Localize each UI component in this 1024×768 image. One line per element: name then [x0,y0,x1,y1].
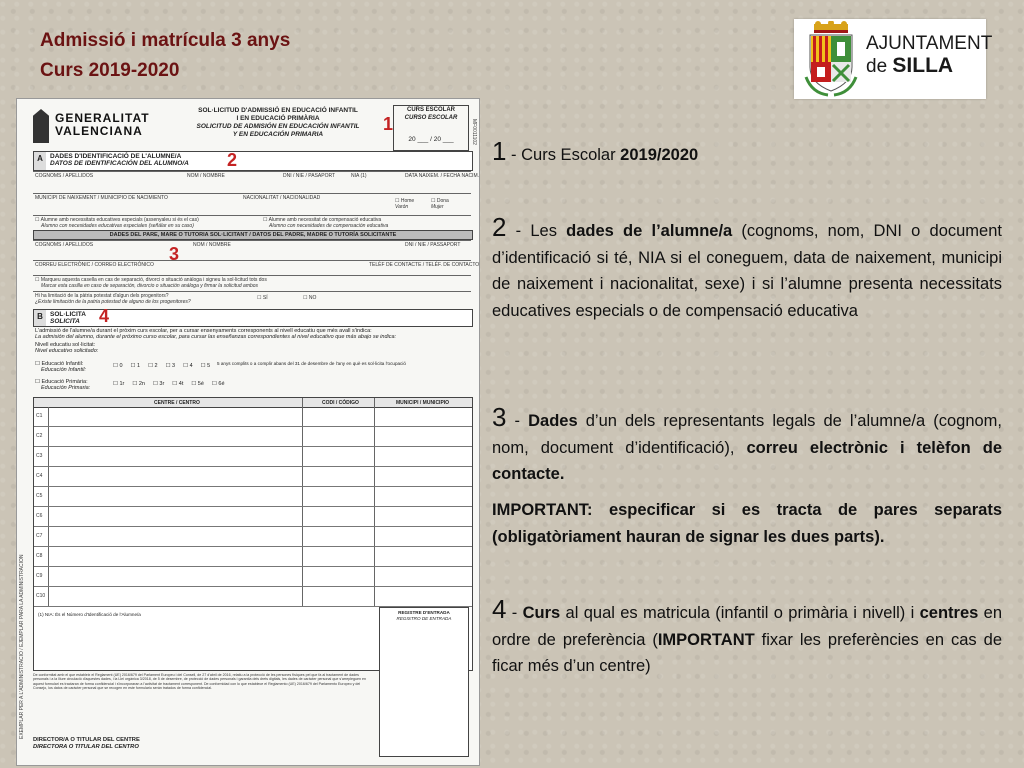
row-birthplace: MUNICIPI DE NAIXEMENT / MUNICIPIO DE NACIMIENTO NACIONALITAT / NACIONALIDAD ☐ Home Varón ☐ Dona Mujer [33,193,471,214]
infantil-label-es: Educación Infantil: [41,367,86,373]
centre-row-number: C9 [36,573,43,579]
generalitat-emblem-icon [33,109,49,143]
director-signature: DIRECTOR/A O TITULAR DEL CENTRE DIRECTORA O TITULAR DEL CENTRO [33,737,140,750]
infantil-course-1[interactable]: ☐ 1 [130,363,141,369]
marker-1: 1 [383,114,394,134]
centre-row [34,427,472,447]
centre-row [34,467,472,487]
nivel-label: Nivel educativo solicitado: [35,348,99,354]
admission-form-scan [16,98,480,766]
primaria-course-0[interactable]: ☐ 1r [113,381,125,387]
curso-dates: 20 ___ / 20 ___ [408,136,454,143]
registro-box: REGISTRE D'ENTRADA REGISTRO DE ENTRADA [379,607,469,757]
infantil-label: ☐ Educació Infantil: [35,361,84,367]
centre-row [34,587,472,607]
centre-row [34,447,472,467]
marker-3: 3 [169,244,180,264]
infantil-courses [113,363,218,370]
page-heading [40,26,290,86]
row-needs: ☐ Alumne amb necessitats educatives especials (assenyaleu si és el cas) Alumno con necesidades educativas especiales (señálar en su caso) ☐ Alumne amb necessitat de compensació educativa Alumno con necesidades de compensación educativa [33,215,471,230]
logo-prefix: de [866,56,888,77]
infantil-course-3[interactable]: ☐ 3 [165,363,176,369]
row-parent-contact: CORREU ELECTRÒNIC / CORREO ELECTRÓNICO TELÈF DE CONTACTE / TELÉF. DE CONTACTO [33,260,471,275]
centre-row-number: C2 [36,433,43,439]
logo-line-silla [866,55,992,78]
nia-note: (1) NIA: És el Número d'Identificació de l'Alumne/a [38,612,141,617]
primaria-course-5[interactable]: ☐ 6é [211,381,225,387]
primaria-course-3[interactable]: ☐ 4t [172,381,184,387]
primaria-course-1[interactable]: ☐ 2n [132,381,145,387]
infantil-course-0[interactable]: ☐ 0 [113,363,123,369]
explain-item-2: 2 - Les dades de l’alumne/a (cognoms, nom, DNI o document d’identificació si té, NIA si el coneguem, data de naixement, municipi de naixement i nacionalitat, sexe) i si l’alumne presenta necessitats educatives especials o de compensació educativa [492,212,1002,320]
infantil-course-2[interactable]: ☐ 2 [148,363,158,369]
section-b-header: B SOL·LICITA SOLICITA [33,309,473,327]
explain-item-1: 1 - Curs Escolar 2019/2020 [492,136,699,166]
row-parent-identity: COGNOMS / APELLIDOS NOM / NOMBRE DNI / NIE / PASSAPORT [33,240,471,259]
centre-row [34,487,472,507]
infantil-course-5[interactable]: ☐ 5 [200,363,211,369]
centre-row-number: C3 [36,453,43,459]
explain-important: IMPORTANT: especificar si es tracta de pares separats (obligatòriament hauran de signar les dues parts). [492,501,1002,546]
form-title: SOL·LICITUD D'ADMISSIÓ EN EDUCACIÓ INFANTIL I EN EDUCACIÓ PRIMÀRIA SOLICITUD DE ADMISIÓN EN EDUCACIÓN INFANTIL Y EN EDUCACIÓN PRIMARIA [196,107,360,138]
centre-row-number: C10 [36,593,46,599]
ajuntament-logo [794,19,993,99]
primaria-course-4[interactable]: ☐ 5é [191,381,204,387]
centre-row [34,547,472,567]
explain-num-3: 3 [492,402,507,432]
centre-row-number: C5 [36,493,43,499]
row-patria-potestat: Hi ha limitació de la pàtria potestat d'algun dels progenitors? ¿Existe limitación de la patria potestad de alguno de los progenitores? ☐ SÍ ☐ NO [33,291,471,306]
centre-row [34,407,472,427]
nivell-label: Nivell educatiu sol·licitat: [35,342,96,348]
anys-note: 5 anys complits o a complir abans del 31 de desembre de l'any en què es sol·licita l'ocupació [217,361,406,366]
centre-row-number: C7 [36,533,43,539]
primaria-course-2[interactable]: ☐ 3r [152,381,165,387]
explain-item-3: 3 - Dades d’un dels representants legals de l’alumne/a (cognom, nom, document d’identificació), correu electrònic i telèfon de contacte. [492,402,1003,483]
admision-text: La admisión del alumno, durante el próximo curso escolar, para cursar las enseñanzas correspondientes al nivel educativo que más abajo se indica: [35,334,397,340]
silla-coat-of-arms-icon [800,21,862,97]
generalitat-logo [33,109,153,145]
heading-year: Curs 2019-2020 [40,60,180,81]
centre-row-number: C4 [36,473,43,479]
marker-4: 4 [99,306,110,326]
curso-escolar-box: CURS ESCOLAR CURSO ESCOLAR 20 ___ / 20 ___ [393,105,469,151]
form-side-text: EXEMPLAR PER A L'ADMINISTRACIÓ / EJEMPLAR PARA LA ADMINISTRACIÓN [19,554,25,739]
admissio-text: L'admissió de l'alumne/a durant el pròxim curs escolar, per a cursar ensenyaments corresponents al nivell educatiu que més avall s'indica: [35,328,372,334]
centre-row [34,567,472,587]
row-separated: ☐ Marqueu aquesta casella en cas de separació, divorci o situació anàloga i signeu la sol·licitud tots dos Marcar esta casilla en caso de separación, divorcio o situación análoga y firmar la solicitud ambos [33,275,471,290]
centre-row [34,507,472,527]
form-code: MF0011102 [471,119,477,145]
centre-row-number: C6 [36,513,43,519]
generalitat-name: GENERALITAT VALENCIANA [55,111,150,138]
logo-text [866,33,992,78]
explain-num-4: 4 [492,594,507,624]
primaria-courses [113,381,233,388]
explain-num-1: 1 [492,136,507,166]
explain-year: 2019/2020 [620,146,699,164]
heading-title: Admissió i matrícula 3 anys [40,30,291,51]
centre-row [34,527,472,547]
band-parents: DADES DEL PARE, MARE O TUTORIA SOL·LICITANT / DATOS DEL PADRE, MADRE O TUTORÍA SOLICITANTE [33,230,473,240]
legal-text: De conformitat amb el que estableix el Reglament (UE) 2016/679 del Parlament Europeu i del Consell, de 27 d'abril de 2016, relatiu a la protecció de les persones físiques pel que fa al tractament de dades personals i a la lliure circulació d'aquestes dades, i la Llei orgànica 3/2018, de 5 de desembre, de protecció de dades personals i garantia dels drets digitals, les dades de caràcter personal que s'arrepleguen en aquest formulari es tractaran de forma confidencial i s'incorporaran a l'activitat de tractament corresponent. De conformidad con lo que establece el Reglamento (UE) 2016/679 del Parlamento Europeo y del Consejo, los datos de carácter personal que se recogen en este formulario serán tratados de forma confidencial. [33,673,367,690]
logo-line-ajuntament: AJUNTAMENT [866,33,993,54]
centre-row-number: C1 [36,413,43,419]
centre-row-number: C8 [36,553,43,559]
primaria-label-es: Educación Primaria: [41,385,91,391]
section-a-header: A DADES D'IDENTIFICACIÓ DE L'ALUMNE/A DATOS DE IDENTIFICACIÓN DEL ALUMNO/A [33,151,473,171]
marker-2: 2 [227,150,238,170]
primaria-label: ☐ Educació Primària: [35,379,88,385]
infantil-course-4[interactable]: ☐ 4 [183,363,193,369]
logo-town-name: SILLA [892,54,954,77]
explain-item-4: 4 - Curs al qual es matricula (infantil o primària i nivell) i centres en ordre de preferència (IMPORTANT fixar les preferències en cas de ficar més d’un centre) [492,594,1002,675]
centres-table-head: CENTRE / CENTRO CODI / CÓDIGO MUNICIPI / MUNICIPIO [34,398,472,408]
explain-num-2: 2 [492,212,507,242]
row-identity: COGNOMS / APELLIDOS NOM / NOMBRE DNI / NIE / PASAPORT NIA (1) DATA NAIXEM. / FECHA NACIM. [33,171,471,192]
